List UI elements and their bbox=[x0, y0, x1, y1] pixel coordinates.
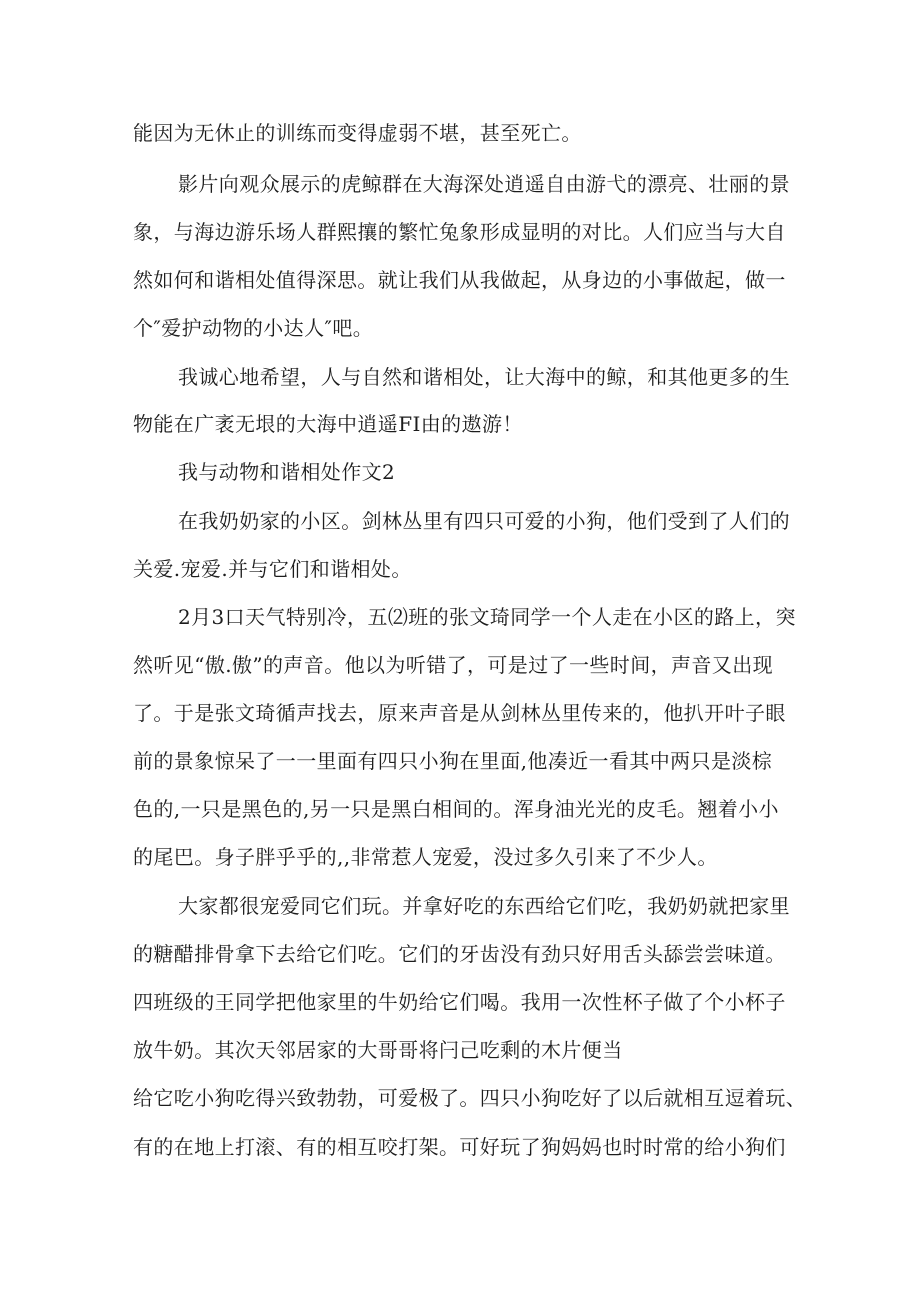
text-line: 大家都很宠爱同它们玩。并拿好吃的东西给它们吃，我奶奶就把家里 bbox=[178, 894, 790, 918]
text-line: 色的,一只是黑色的,另一只是黑白相间的。浑身油光光的皮毛。翘着小小 bbox=[133, 797, 779, 821]
text-line: 我诚心地希望，人与自然和谐相处，让大海中的鲸，和其他更多的生 bbox=[178, 365, 790, 389]
text-line: 物能在广袤无垠的大海中逍遥FI由的遨游！ bbox=[133, 412, 523, 436]
text-line: 影片向观众展示的虎鲸群在大海深处逍遥自由游弋的漂亮、壮丽的景 bbox=[178, 172, 790, 196]
text-line: 的糖醋排骨拿下去给它们吃。它们的牙齿没有劲只好用舌头舔尝尝味道。 bbox=[133, 942, 786, 966]
text-line: 放牛奶。其次天邻居家的大哥哥将闩己吃剩的木片便当 bbox=[133, 1038, 623, 1062]
text-line: 象，与海边游乐场人群熙攘的繁忙兔象形成显明的对比。人们应当与大自 bbox=[133, 220, 786, 244]
text-line: 然如何和谐相处值得深思。就让我们从我做起，从身边的小事做起，做一 bbox=[133, 268, 786, 292]
text-line: 能因为无休止的训练而变得虚弱不堪，甚至死亡。 bbox=[133, 121, 582, 145]
text-line: 四班级的王同学把他家里的牛奶给它们喝。我用一次性杯子做了个小杯子 bbox=[133, 990, 786, 1014]
text-line: 的尾巴。身子胖乎乎的,,非常惹人宠爱，没过多久引来了不少人。 bbox=[133, 845, 718, 869]
text-line: 了。于是张文琦循声找去，原来声音是从剑林丛里传来的，他扒开叶子眼 bbox=[133, 701, 786, 725]
text-line: 关爱.宠爱.并与它们和谐相处。 bbox=[133, 557, 412, 581]
text-line: 2月3口天气特别冷，五⑵班的张文琦同学一个人走在小区的路上，突 bbox=[178, 605, 796, 629]
text-line: 个″爱护动物的小达人″吧。 bbox=[133, 316, 374, 340]
section-heading: 我与动物和谐相处作文2 bbox=[178, 460, 396, 484]
text-line: 给它吃小狗吃得兴致勃勃，可爱极了。四只小狗吃好了以后就相互逗着玩、 bbox=[133, 1086, 807, 1110]
text-line: 在我奶奶家的小区。剑林丛里有四只可爱的小狗，他们受到了人们的 bbox=[178, 509, 790, 533]
text-line: 然听见“傲.傲”的声音。他以为听错了，可是过了一些时间，声音又出现 bbox=[133, 653, 774, 677]
text-line: 有的在地上打滚、有的相互咬打架。可好玩了狗妈妈也时时常的给小狗们 bbox=[133, 1135, 786, 1159]
text-line: 前的景象惊呆了一一里面有四只小狗在里面,他凑近一看其中两只是淡棕 bbox=[133, 749, 773, 773]
